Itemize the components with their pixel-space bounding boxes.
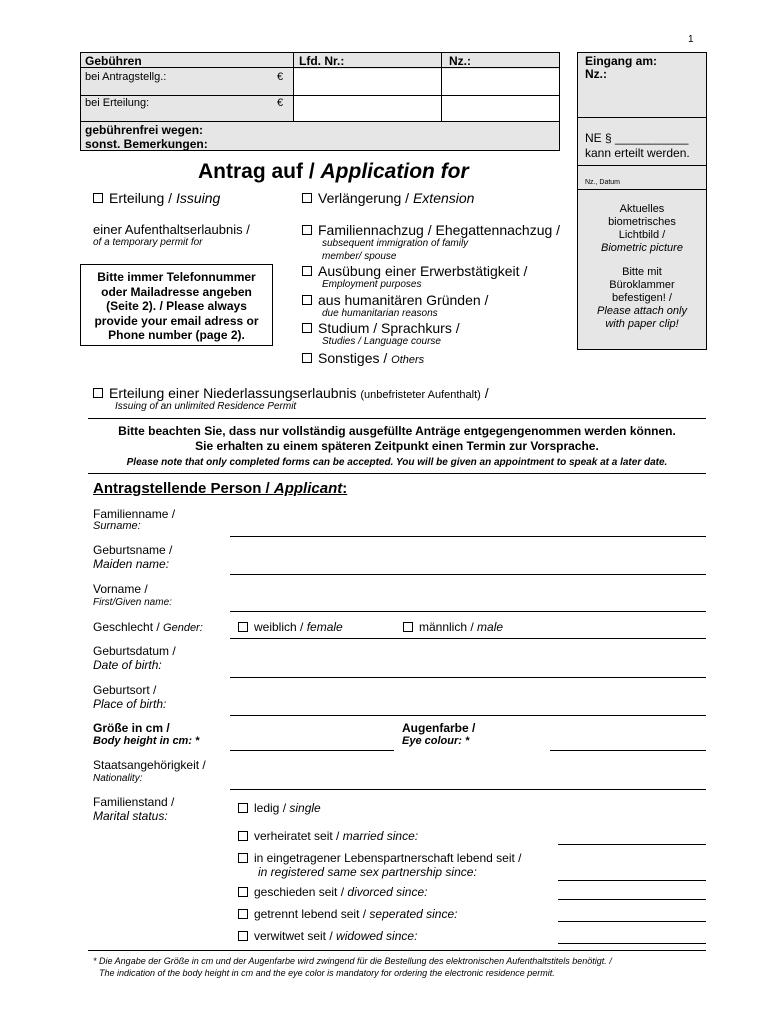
ne-granted: kann erteilt werden. [585, 146, 690, 160]
married-checkbox[interactable] [238, 831, 248, 841]
ne-paragraph: NE § ___________ [585, 131, 689, 145]
single-checkbox[interactable] [238, 803, 248, 813]
partnership-option[interactable]: in eingetragener Lebenspartnerschaft lebend seit / [238, 851, 522, 865]
family-reunion-checkbox[interactable] [302, 225, 312, 235]
extension-option[interactable]: Verlängerung / Extension [302, 190, 474, 206]
contact-notice-box: Bitte immer Telefonnummer oder Mailadresse angeben (Seite 2). / Please always provide your email adress or Phone number (page 2). [80, 264, 273, 346]
lfd-nr-header: Lfd. Nr.: [299, 54, 345, 68]
height-label-en: Body height in cm: * [93, 735, 200, 747]
settlement-permit-option[interactable]: Erteilung einer Niederlassungserlaubnis (unbefristeter Aufenthalt) / [93, 385, 489, 401]
currency-symbol: € [277, 97, 284, 109]
maiden-name-label-en: Maiden name: [93, 557, 170, 571]
currency-symbol: € [277, 71, 284, 83]
humanitarian-option[interactable]: aus humanitären Gründen / [302, 292, 488, 308]
pob-field[interactable] [230, 715, 706, 716]
married-since-field[interactable] [558, 844, 706, 845]
separated-checkbox[interactable] [238, 909, 248, 919]
height-field[interactable] [230, 750, 394, 751]
divorced-since-field[interactable] [558, 899, 706, 900]
nz-header: Nz.: [449, 54, 471, 68]
other-option[interactable]: Sonstiges / Others [302, 350, 424, 366]
partnership-checkbox[interactable] [238, 853, 248, 863]
residence-permit-label: einer Aufenthaltserlaubnis / [93, 222, 250, 237]
humanitarian-checkbox[interactable] [302, 295, 312, 305]
entry-date-label: Eingang am: [585, 54, 658, 68]
settlement-permit-en: Issuing of an unlimited Residence Permit [115, 401, 297, 412]
study-en: Studies / Language course [322, 336, 441, 347]
widowed-since-field[interactable] [558, 943, 706, 944]
divorced-checkbox[interactable] [238, 887, 248, 897]
issuing-checkbox[interactable] [93, 193, 103, 203]
partnership-since-field[interactable] [558, 880, 706, 881]
maiden-name-field[interactable] [230, 574, 706, 575]
marital-status-label: Familienstand / [93, 795, 175, 809]
residence-permit-label-en: of a temporary permit for [93, 237, 203, 248]
settlement-permit-checkbox[interactable] [93, 388, 103, 398]
male-option[interactable]: männlich / male [403, 620, 503, 634]
other-checkbox[interactable] [302, 353, 312, 363]
remarks-label: sonst. Bemerkungen: [85, 137, 208, 151]
employment-en: Employment purposes [322, 279, 422, 290]
single-option[interactable]: ledig / single [238, 801, 321, 815]
nationality-label: Staatsangehörigkeit / [93, 758, 206, 772]
dob-label-en: Date of birth: [93, 658, 162, 672]
pob-label-en: Place of birth: [93, 697, 167, 711]
fee-issuing-label: bei Erteilung: [85, 97, 150, 109]
issuing-option[interactable]: Erteilung / Issuing [93, 190, 220, 206]
nz-date-label: Nz., Datum [585, 179, 621, 186]
pob-label: Geburtsort / [93, 683, 157, 697]
first-name-field[interactable] [230, 611, 706, 612]
footnote-de: * Die Angabe der Größe in cm und der Augenfarbe wird zwingend für die Bestellung des elektronischen Aufenthaltstitels benötigt. / [93, 956, 612, 966]
fee-table [80, 52, 560, 151]
applicant-heading: Antragstellende Person / Applicant: [93, 480, 348, 497]
family-reunion-en-2: member/ spouse [322, 251, 397, 262]
nationality-field[interactable] [230, 789, 706, 790]
dob-label: Geburtsdatum / [93, 644, 176, 658]
employment-checkbox[interactable] [302, 266, 312, 276]
dob-field[interactable] [230, 677, 706, 678]
page-number: 1 [688, 34, 694, 45]
family-reunion-option[interactable]: Familiennachzug / Ehegattennachzug / [302, 222, 560, 238]
first-name-label-en: First/Given name: [93, 597, 172, 608]
page-title: Antrag auf / Application for [198, 160, 469, 183]
first-name-label: Vorname / [93, 582, 148, 596]
fee-exempt-label: gebührenfrei wegen: [85, 123, 204, 137]
surname-label: Familienname / [93, 507, 176, 521]
office-box [577, 52, 707, 350]
eye-colour-label: Augenfarbe / [402, 721, 476, 735]
partnership-en: in registered same sex partnership since: [258, 865, 477, 879]
female-checkbox[interactable] [238, 622, 248, 632]
entry-nz-label: Nz.: [585, 67, 607, 81]
surname-label-en: Surname: [93, 520, 141, 532]
maiden-name-label: Geburtsname / [93, 543, 173, 557]
separated-option[interactable]: getrennt lebend seit / seperated since: [238, 907, 457, 921]
widowed-checkbox[interactable] [238, 931, 248, 941]
study-option[interactable]: Studium / Sprachkurs / [302, 320, 460, 336]
photo-instructions: Aktuelles biometrisches Lichtbild / Biometric picture Bitte mit Büroklammer befestigen! / Please attach only with paper clip! [597, 203, 687, 330]
eye-colour-field[interactable] [550, 750, 706, 751]
gender-label: Geschlecht / Gender: [93, 620, 203, 634]
divorced-option[interactable]: geschieden seit / divorced since: [238, 885, 427, 899]
study-checkbox[interactable] [302, 323, 312, 333]
male-checkbox[interactable] [403, 622, 413, 632]
fees-header: Gebühren [85, 54, 142, 68]
completeness-notice: Bitte beachten Sie, dass nur vollständig ausgefüllte Anträge entgegengenommen werden können. [118, 424, 676, 438]
employment-option[interactable]: Ausübung einer Erwerbstätigkeit / [302, 263, 527, 279]
nationality-label-en: Nationality: [93, 773, 143, 784]
separated-since-field[interactable] [558, 921, 706, 922]
family-reunion-en: subsequent immigration of family [322, 238, 469, 249]
widowed-option[interactable]: verwitwet seit / widowed since: [238, 929, 417, 943]
completeness-notice-en: Please note that only completed forms can be accepted. You will be given an appointment to speak at a later date. [126, 457, 668, 468]
extension-checkbox[interactable] [302, 193, 312, 203]
appointment-notice: Sie erhalten zu einem späteren Zeitpunkt einen Termin zur Vorsprache. [195, 439, 599, 453]
marital-status-label-en: Marital status: [93, 809, 168, 823]
surname-field[interactable] [230, 536, 706, 537]
humanitarian-en: due humanitarian reasons [322, 308, 438, 319]
married-option[interactable]: verheiratet seit / married since: [238, 829, 418, 843]
height-label: Größe in cm / [93, 721, 170, 735]
female-option[interactable]: weiblich / female [238, 620, 343, 634]
footnote-en: The indication of the body height in cm and the eye color is mandatory for ordering the electronic residence permit. [99, 968, 555, 978]
fee-application-label: bei Antragstellg.: [85, 71, 167, 83]
eye-colour-label-en: Eye colour: * [402, 735, 470, 747]
